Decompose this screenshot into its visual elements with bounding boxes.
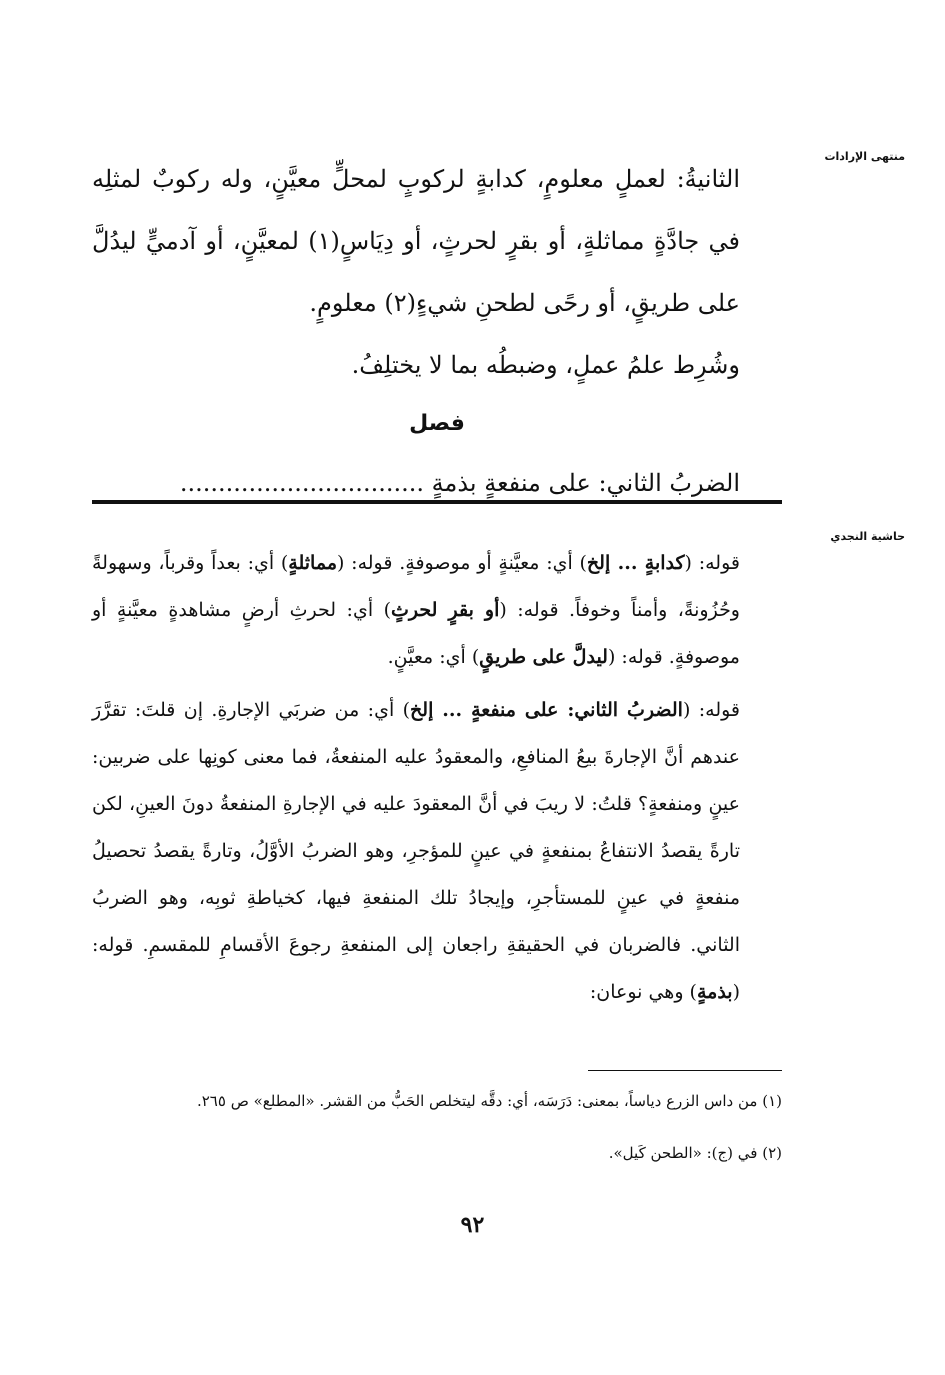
page-number: ٩٢ (460, 1212, 485, 1238)
commentary-text: ) وهي نوعان: (589, 981, 697, 1003)
matn-paragraph-3: الضربُ الثاني: على منفعةٍ بذمةٍ ................................ (179, 469, 740, 497)
quoted-term: ليدلَّ على طريقٍ (479, 646, 608, 668)
commentary-text: قوله: ( (682, 699, 740, 721)
footnote-1: (١) من داس الزرع دياساً، بمعنى: دَرَسَه، أي: دقَّه ليتخلص الحَبُّ من القشر. «المطلع» ص ٢٦٥. (196, 1092, 782, 1110)
section-divider (92, 500, 782, 504)
matn-paragraph-1: الثانيةُ: لعملٍ معلومٍ، كدابةٍ لركوبٍ لمحلٍّ معيَّنٍ، وله ركوبٌ لمثلِه في جادَّةٍ مماثلةٍ، أو بقرٍ لحرثٍ، أو دِيَاسٍ(١) لمعيَّنٍ، أو آدميٍّ ليدُلَّ على طريقٍ، أو رحًى لطحنِ شيءٍ(٢) معلومٍ. (92, 165, 740, 317)
quoted-term: الضربُ الثاني: على منفعةٍ ... إلخ (410, 699, 683, 721)
commentary-text: ) أي: معيَّنةٍ أو موصوفةٍ. قوله: ( (337, 552, 587, 574)
commentary-text: ) أي: من ضربَي الإجارةِ. إن قلتَ: تقرَّرَ عندهم أنَّ الإجارةَ بيعُ المنافعِ، والمعقودُ عليه المنفعةُ، فما معنى كونِها على ضربين: عينٍ ومنفعةٍ؟ قلتُ: لا ريبَ في أنَّ المعقودَ عليه في الإجارةِ المنفعةُ دونَ العينِ، لكن تارةً يقصدُ الانتفاعُ بمنفعةٍ في عينٍ للمؤجرِ، وهو الضربُ الأوَّلُ، وتارةً يقصدُ تحصيلُ منفعةٍ في عينٍ للمستأجرِ، وإيجادُ تلك المنفعةِ فيها، كخياطةِ ثوبِه، وهو الضربُ الثاني. فالضربان في الحقيقةِ راجعان إلى المنفعةِ رجوعَ الأقسامِ للمقسمِ. قوله: ( (92, 699, 741, 1003)
commentary-text: قوله: ( (684, 552, 740, 574)
quoted-term: كدابةٍ ... إلخ (586, 552, 685, 574)
commentary-paragraph-1 (92, 540, 782, 681)
side-label-sharh: حاشية النجدي (830, 530, 905, 543)
commentary-paragraph-2 (92, 687, 782, 1016)
commentary-text: ) أي: لحرثِ أرضٍ مشاهدةٍ معيَّنةٍ أو موصوفةٍ. قوله: ( (92, 599, 740, 668)
quoted-term: مماثلةٍ (288, 552, 338, 574)
commentary-block (92, 540, 782, 1016)
footnotes-block (92, 1088, 782, 1192)
section-heading: فصل (409, 411, 465, 436)
footnote-2: (٢) في (ج): «الطحن كَيل». (608, 1144, 782, 1162)
footnote-rule (588, 1070, 782, 1071)
commentary-text: ) أي: بعداً وقرباً، وسهولةً وحُزُونةً، وأمناً وخوفاً. قوله: ( (92, 552, 740, 621)
quoted-term: أو بقرٍ لحرثٍ (391, 599, 500, 621)
commentary-text: ) أي: معيَّنٍ. (387, 646, 480, 668)
matn-paragraph-2: وشُرِط علمُ عملٍ، وضبطُه بما لا يختلِفُ. (351, 351, 740, 379)
quoted-term: بذمةٍ (696, 981, 733, 1003)
side-label-matn: منتهى الإرادات (824, 150, 905, 163)
matn-text-block (92, 148, 782, 514)
